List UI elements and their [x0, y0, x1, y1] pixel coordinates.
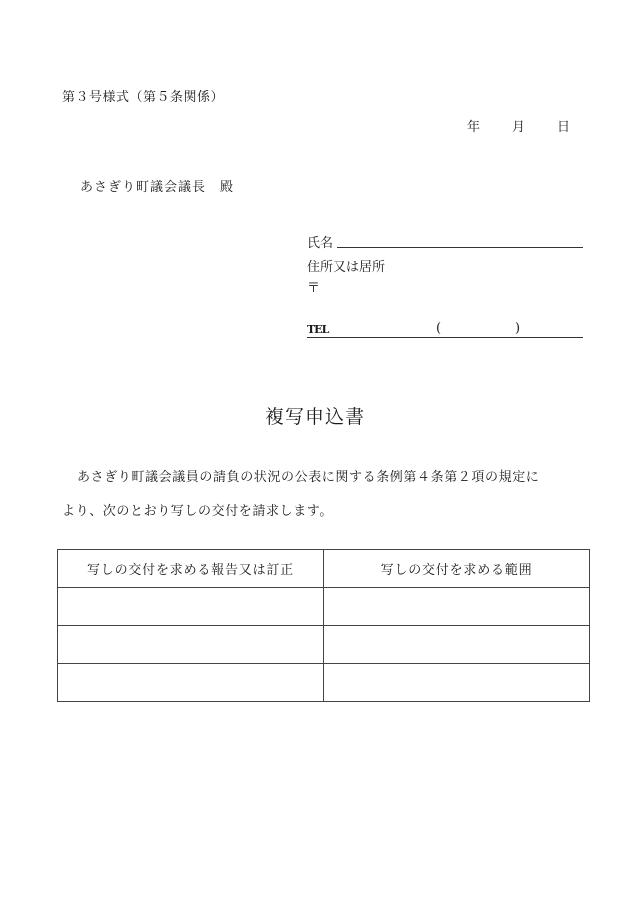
request-statement-line-2: より、次のとおり写しの交付を請求します。: [62, 504, 333, 519]
document-title: 複写申込書: [264, 406, 365, 428]
applicant-name-label: 氏名: [307, 236, 334, 251]
table-header-report: 写しの交付を求める報告又は訂正: [58, 550, 324, 588]
table-row: [58, 664, 590, 702]
table-cell-scope[interactable]: [324, 626, 590, 664]
table-cell-report[interactable]: [58, 664, 324, 702]
request-statement-line-1: あさぎり町議会議員の請負の状況の公表に関する条例第４条第２項の規定に: [77, 470, 540, 485]
date-month-label: 月: [512, 120, 526, 135]
table-cell-scope[interactable]: [324, 588, 590, 626]
date-day-label: 日: [557, 120, 571, 135]
tel-area-code-close-paren: ): [515, 321, 521, 336]
tel-area-code-open-paren: (: [436, 321, 442, 336]
applicant-address-label: 住所又は居所: [307, 260, 386, 275]
applicant-name-field[interactable]: [337, 247, 583, 248]
date-year-label: 年: [467, 120, 481, 135]
tel-field[interactable]: [307, 337, 583, 338]
table-row: [58, 588, 590, 626]
postal-mark: 〒: [307, 281, 321, 296]
request-table: [57, 549, 590, 702]
table-header-row: [58, 550, 590, 588]
table-header-scope: 写しの交付を求める範囲: [324, 550, 590, 588]
tel-mark: TEL: [307, 323, 329, 336]
table-row: [58, 626, 590, 664]
table-cell-report[interactable]: [58, 588, 324, 626]
request-statement: [62, 461, 592, 529]
table-cell-scope[interactable]: [324, 664, 590, 702]
addressee: あさぎり町議会議長 殿: [80, 180, 235, 195]
form-number: 第３号様式（第５条関係）: [62, 90, 225, 105]
table-cell-report[interactable]: [58, 626, 324, 664]
